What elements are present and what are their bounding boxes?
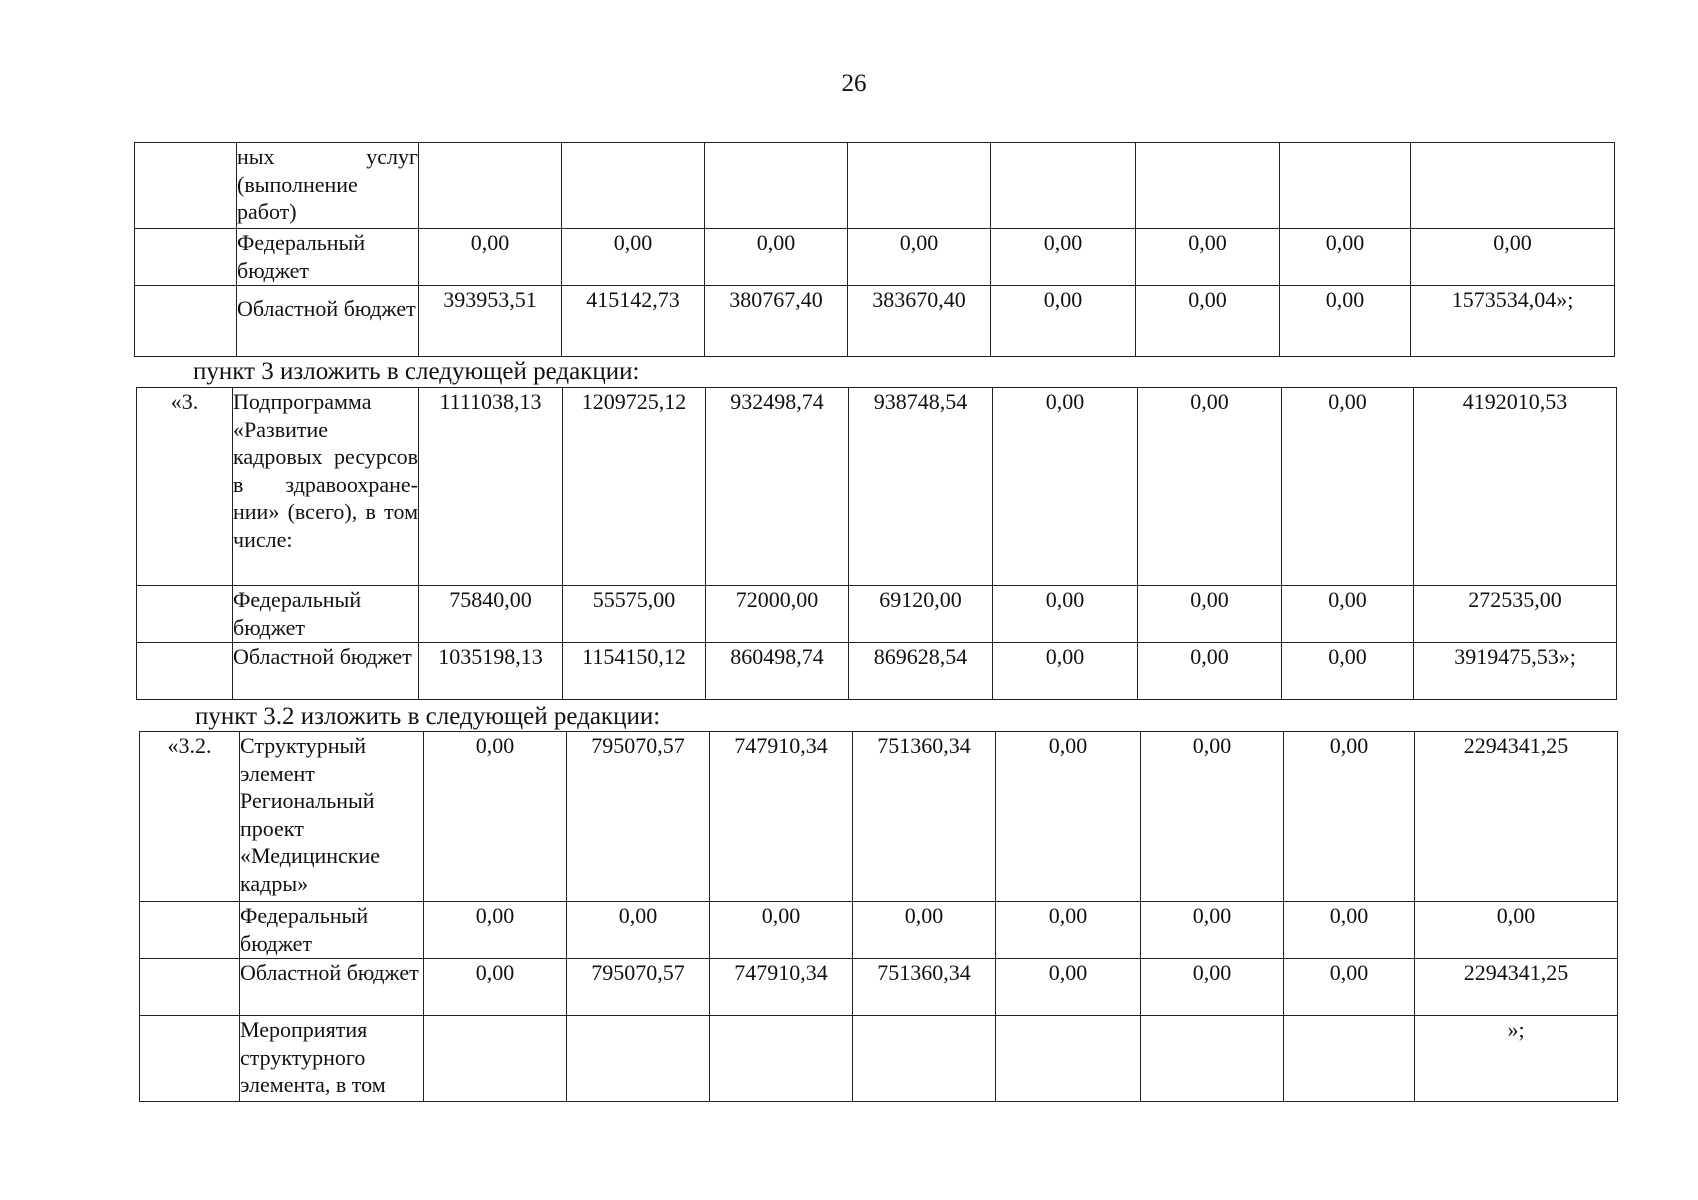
row-label: Федеральный бюджет — [237, 229, 419, 286]
row-index — [140, 1016, 240, 1102]
value-cell — [853, 1016, 996, 1102]
row-label: Федеральный бюджет — [233, 586, 419, 643]
value-cell — [996, 1016, 1141, 1102]
table-row — [140, 732, 1618, 902]
value-cell: 0,00 — [1138, 643, 1282, 700]
value-cell: 1111038,13 — [419, 388, 563, 586]
value-cell: 0,00 — [853, 902, 996, 959]
value-cell: 1573534,04»; — [1411, 286, 1615, 357]
value-cell — [991, 143, 1136, 229]
value-cell: 0,00 — [419, 229, 562, 286]
value-cell — [1136, 143, 1280, 229]
row-label: Подпрограмма «Развитие кадровых ресурсов в здравоохране-нии» (всего), в том числе: — [233, 388, 419, 586]
value-cell — [1141, 1016, 1284, 1102]
row-index — [140, 959, 240, 1016]
row-label: Областной бюджет — [240, 959, 424, 1016]
value-cell: 0,00 — [996, 959, 1141, 1016]
value-cell: 0,00 — [1282, 643, 1414, 700]
row-index — [135, 286, 237, 357]
value-cell — [1284, 1016, 1415, 1102]
value-cell: »; — [1415, 1016, 1618, 1102]
value-cell — [848, 143, 991, 229]
page-number: 26 — [841, 70, 867, 97]
value-cell: 0,00 — [1411, 229, 1615, 286]
value-cell: 938748,54 — [849, 388, 993, 586]
row-label: ных услуг (выполнение работ) — [237, 143, 419, 229]
row-label: Федеральный бюджет — [240, 902, 424, 959]
value-cell — [1411, 143, 1615, 229]
value-cell: 0,00 — [1284, 902, 1415, 959]
value-cell: 1035198,13 — [419, 643, 563, 700]
row-index — [137, 586, 233, 643]
row-index — [135, 229, 237, 286]
table-row — [137, 586, 1617, 643]
value-cell — [567, 1016, 710, 1102]
amendment-instruction: пункт 3.2 изложить в следующей редакции: — [195, 703, 661, 730]
value-cell: 4192010,53 — [1414, 388, 1617, 586]
value-cell: 0,00 — [562, 229, 705, 286]
value-cell: 747910,34 — [710, 959, 853, 1016]
value-cell: 0,00 — [424, 732, 567, 902]
row-label: Областной бюджет — [237, 286, 419, 357]
value-cell: 0,00 — [1282, 388, 1414, 586]
value-cell: 0,00 — [1284, 732, 1415, 902]
value-cell: 932498,74 — [706, 388, 849, 586]
row-index — [137, 643, 233, 700]
value-cell: 0,00 — [1280, 286, 1411, 357]
value-cell: 0,00 — [1141, 902, 1284, 959]
value-cell: 0,00 — [1282, 586, 1414, 643]
value-cell: 751360,34 — [853, 732, 996, 902]
table-row — [135, 229, 1615, 286]
value-cell: 0,00 — [991, 286, 1136, 357]
value-cell — [419, 143, 562, 229]
value-cell: 2294341,25 — [1415, 959, 1618, 1016]
value-cell: 869628,54 — [849, 643, 993, 700]
table-row — [137, 388, 1617, 586]
subprogram-3-table — [136, 387, 1617, 700]
row-label: Структурный элемент Региональный проект «Медицинские кадры» — [240, 732, 424, 902]
table-row — [140, 959, 1618, 1016]
value-cell — [710, 1016, 853, 1102]
amendment-instruction: пункт 3 изложить в следующей редакции: — [193, 358, 640, 385]
value-cell: 0,00 — [991, 229, 1136, 286]
value-cell: 747910,34 — [710, 732, 853, 902]
value-cell — [705, 143, 848, 229]
value-cell: 0,00 — [705, 229, 848, 286]
value-cell: 415142,73 — [562, 286, 705, 357]
value-cell: 0,00 — [996, 732, 1141, 902]
value-cell: 0,00 — [848, 229, 991, 286]
value-cell: 0,00 — [1136, 286, 1280, 357]
value-cell: 380767,40 — [705, 286, 848, 357]
value-cell: 55575,00 — [563, 586, 706, 643]
row-index — [135, 143, 237, 229]
value-cell: 383670,40 — [848, 286, 991, 357]
value-cell: 0,00 — [993, 388, 1138, 586]
value-cell: 2294341,25 — [1415, 732, 1618, 902]
value-cell: 0,00 — [1136, 229, 1280, 286]
value-cell: 0,00 — [710, 902, 853, 959]
row-index: «3.2. — [140, 732, 240, 902]
value-cell: 69120,00 — [849, 586, 993, 643]
value-cell: 272535,00 — [1414, 586, 1617, 643]
value-cell: 0,00 — [1284, 959, 1415, 1016]
value-cell: 1209725,12 — [563, 388, 706, 586]
value-cell: 0,00 — [993, 586, 1138, 643]
table-row — [137, 643, 1617, 700]
value-cell: 751360,34 — [853, 959, 996, 1016]
value-cell: 393953,51 — [419, 286, 562, 357]
value-cell: 75840,00 — [419, 586, 563, 643]
row-label: Мероприятия структурного элемента, в том — [240, 1016, 424, 1102]
value-cell: 0,00 — [424, 902, 567, 959]
structural-element-3-2-table — [139, 731, 1618, 1102]
value-cell: 1154150,12 — [563, 643, 706, 700]
value-cell — [1280, 143, 1411, 229]
row-index — [140, 902, 240, 959]
value-cell: 72000,00 — [706, 586, 849, 643]
value-cell: 0,00 — [424, 959, 567, 1016]
value-cell: 0,00 — [993, 643, 1138, 700]
table-row — [135, 286, 1615, 357]
table-row — [140, 902, 1618, 959]
value-cell: 0,00 — [1280, 229, 1411, 286]
value-cell: 0,00 — [1141, 959, 1284, 1016]
row-label: Областной бюджет — [233, 643, 419, 700]
value-cell: 0,00 — [1138, 388, 1282, 586]
table-row — [135, 143, 1615, 229]
value-cell: 0,00 — [1141, 732, 1284, 902]
table-row — [140, 1016, 1618, 1102]
value-cell: 795070,57 — [567, 959, 710, 1016]
value-cell: 0,00 — [1138, 586, 1282, 643]
value-cell: 0,00 — [567, 902, 710, 959]
funding-table-continued — [134, 142, 1615, 357]
row-index: «3. — [137, 388, 233, 586]
value-cell: 3919475,53»; — [1414, 643, 1617, 700]
value-cell: 0,00 — [1415, 902, 1618, 959]
value-cell — [424, 1016, 567, 1102]
value-cell: 0,00 — [996, 902, 1141, 959]
value-cell — [562, 143, 705, 229]
value-cell: 860498,74 — [706, 643, 849, 700]
value-cell: 795070,57 — [567, 732, 710, 902]
